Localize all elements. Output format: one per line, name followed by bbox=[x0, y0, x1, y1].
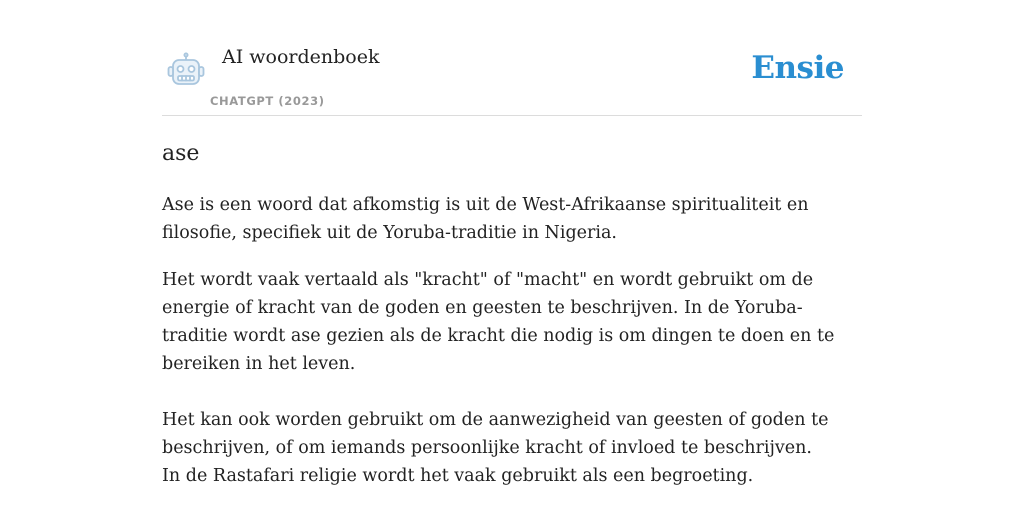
definition-paragraph-3-line-1: Het kan ook worden gebruikt om de aanwezigheid van geesten of goden te beschrijven, of om iemands persoonlijke kracht of invloed te beschrijven. bbox=[162, 410, 829, 458]
site-name: AI woordenboek bbox=[222, 46, 380, 68]
entry-term: ase bbox=[162, 141, 200, 166]
robot-icon bbox=[166, 52, 206, 88]
brand-logo-link[interactable]: Ensie bbox=[751, 50, 844, 86]
source-label: CHATGPT (2023) bbox=[210, 94, 325, 108]
definition-paragraph-3-line-2: In de Rastafari religie wordt het vaak gebruikt als een begroeting. bbox=[162, 466, 754, 486]
definition-paragraph-3 bbox=[162, 406, 862, 490]
definition-paragraph-1: Ase is een woord dat afkomstig is uit de West-Afrikaanse spiritualiteit en filosofie, specifiek uit de Yoruba-traditie in Nigeria. bbox=[162, 195, 809, 243]
dictionary-entry-card bbox=[162, 36, 862, 490]
definition-paragraph-2: Het wordt vaak vertaald als "kracht" of "macht" en wordt gebruikt om de energie of kracht van de goden en geesten te beschrijven. In de Yoruba-traditie wordt ase gezien als de kracht die nodig is om dingen te doen en te bereiken in het leven. bbox=[162, 270, 835, 374]
entry-header bbox=[162, 36, 862, 116]
